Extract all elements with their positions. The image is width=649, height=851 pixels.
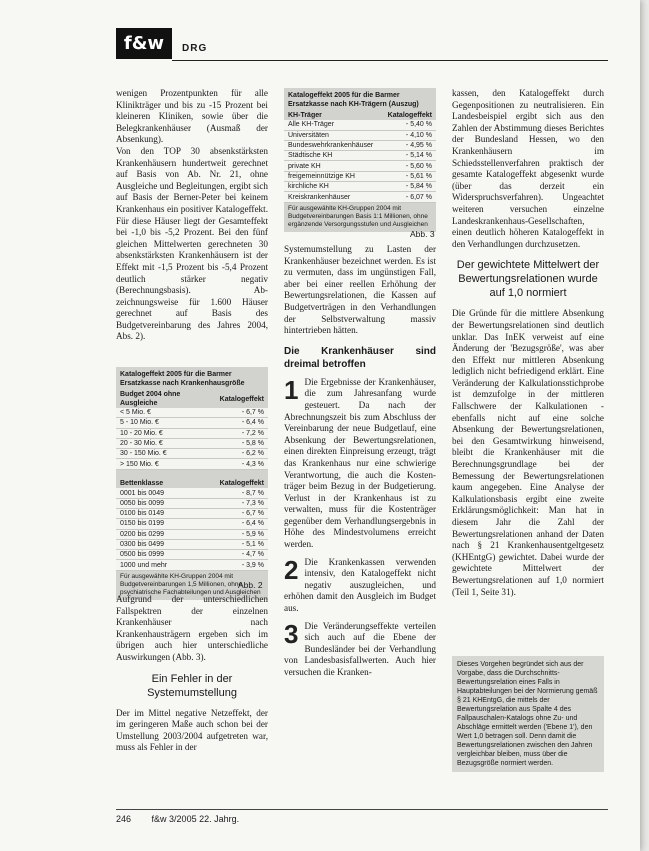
cell: - 6,07 % [381,192,436,202]
table-header: Katalogeffekt [219,480,264,488]
cell: freigemeinnützige KH [284,171,381,181]
text-column-1 [116,88,268,343]
cell: 30 - 150 Mio. € [116,449,216,459]
numbered-item [284,554,436,615]
table-box-carrier [284,88,436,232]
subheading: Ein Fehler in der Systemumstellung [147,672,237,699]
cell: - 6,4 % [216,519,268,529]
cell: 1000 und mehr [116,560,216,570]
paragraph: Die Krankenkassen verwenden intensiv, den Katalogeffekt nicht negativ auszugleichen, und erhöhen damit den Ausgleich im Budget aus. [284,556,436,614]
cell: 0500 bis 0999 [116,550,216,560]
cell: - 7,3 % [216,498,268,508]
page-number: 246 [116,814,132,824]
page-footer [116,814,257,824]
cell: - 5,60 % [381,161,436,171]
cell: 0150 bis 0199 [116,519,216,529]
figure-label: Abb. 3 [410,229,435,239]
cell: - 5,84 % [381,182,436,192]
cell: Städtische KH [284,151,381,161]
cell: - 5,1 % [216,539,268,549]
cell: - 4,10 % [381,130,436,140]
table-box-size [116,367,268,600]
paragraph: Die Gründe für die mittlere Absenkung der Bewertungsrelationen sind deutlich unklar. Das InEK verweist auf eine Änderung der 'Bezugsgröße', was aber den Effekt nur mittleren Absenkung lediglich nicht befriedigend erklärt. Eine Veränderung der Kalkulationsstichprobe ist demzufolge in der mittleren Fallschwere der Kalkulationen - ebenfalls nicht auf eine solche Absenkung der Bewertungsrelationen, bei den Gesamtwirkung hinweisend, bleibt die Krankenhäuser mit die Berechnungsgrundlage bei der Bemessung der Bewertungsrelationen kaum angegeben. Eine Analyse der Kalkulationsbasis ergibt eine zweite Erklärungsmöglichkeit: Man hat in diesem Jahr die Zahl der Bewertungsrelationen anhand der Daten nach § 21 Krankenhausentgeltgesetz (KHEntgG) gewichtet. Dabei wurde der gewichtete Mittelwert der Bewertungsrelationen auf 1,0 normiert (Teil 1, Seite 31). [452,308,604,597]
item-number: 3 [284,618,299,649]
subheading: Die Krankenhäuser sind dreimal betroffen [284,345,436,370]
paragraph: kassen, den Katalogeffekt durch Gegenpositionen zu neutralisieren. Ein Landesbeispiel ergibt sich aus den Zahlen der Abstimmung dieses Berichtes der Bundesland Hessen, wo den Krankenhäusern im Schiedsstellenverfahren praktisch der gesamte Katalogeffekt abgesenkt wurde (über das derzeit ein Widerspruchsverfahren). Ungeachtet weiteren versuchen einzelne Landeskrankenhaus-Gesellschaften, einen deutlich höheren Katalogeffekt in den Verhandlungen durchzusetzen. [452,88,604,249]
paragraph: Systemumstellung zu Lasten der Krankenhäuser bezeichnet werden. Es ist zu vermuten, dass im ungünstigen Fall, aber bei einer reellen Erhöhung der Bewertungsrelationen, die Kassen auf Budgetverträgen in den Verhandlungen der Selbstverwaltung massiv hintertrieben hätten. [284,244,436,336]
text-column-2 [284,244,436,679]
cell: 5 - 10 Mio. € [116,418,216,428]
cell: Alle KH-Träger [284,120,381,130]
magazine-logo: f&w [116,28,172,59]
cell: - 5,40 % [381,120,436,130]
numbered-item [284,618,436,679]
cell: 10 - 20 Mio. € [116,428,216,438]
cell: - 4,3 % [216,459,268,469]
item-number: 2 [284,554,299,585]
cell: 20 - 30 Mio. € [116,438,216,448]
section-label: DRG [182,43,208,54]
table-header: Katalogeffekt [387,112,432,120]
cell: kirchliche KH [284,182,381,192]
cell: - 5,61 % [381,171,436,181]
table-header: Bettenklasse [120,480,164,488]
footer-rule [116,809,608,810]
cell: - 6,7 % [216,408,268,418]
item-number: 1 [284,374,299,405]
numbered-item [284,374,436,551]
cell: 0001 bis 0049 [116,488,216,498]
cell: - 6,4 % [216,418,268,428]
figure-label: Abb. 2 [238,580,263,590]
cell: > 150 Mio. € [116,459,216,469]
carrier-table [284,111,436,203]
cell: - 4,95 % [381,140,436,150]
issue-label: f&w 3/2005 22. Jahrg. [151,814,240,824]
paragraph: Die Ergebnisse der Krankenhäuser, die zum Jahresanfang wurde gesteuert. Da nach der Abrechnungszeit bis zum Abschluss der Vereinbarung der neue Budgetlauf, eine Absenkung der Bewertungsrelationen, einen direkten Einpreisung erzeugt, trägt das Krankenhaus nur eine schwierige Verantwortung, die auch die Kosten- träger beim Bezug in der Budgetierung. Verlust in der Krankenhaus ist zu verwalten, muss für die Kostenträger gegenüber dem Verhandlungsergebnis in Höhe des Mindestvolumens erreicht werden. [284,376,436,550]
table-note: Für ausgewählte KH-Gruppen 2004 mit Budgetvereinbarungen Basis 1:1 Millionen, ohne ergänzende Versorgungsstufen und Ausgleichen [288,204,428,228]
text-column-3 [452,88,604,598]
subheading: Der gewichtete Mittelwert der Bewertungsrelationen wurde auf 1,0 normiert [456,259,600,300]
header-rule [172,60,608,61]
size-table [116,390,268,571]
text-column-1-lower [116,594,268,754]
cell: 0050 bis 0099 [116,498,216,508]
paragraph: Die Veränderungseffekte verteilen sich auch auf die Ebene der Bundesländer bei der Verhandlung von Landesbasisfallwerten. Auch hier versuchen die Kranken- [284,620,436,677]
cell: - 6,7 % [216,508,268,518]
table-title: Katalogeffekt 2005 für die Barmer Ersatzkasse nach Krankenhausgröße [120,371,245,387]
cell: private KH [284,161,381,171]
cell: - 6,2 % [216,449,268,459]
footnote-box: Dieses Vorgehen begründet sich aus der Vorgabe, dass die Durchschnitts-Bewertungsrelation eines Falls in Hauptabteilungen bei der Normierung gemäß § 21 KHEntgG, die mittels der Bewertungsrelation aus Spalte 4 des Fallpauschalen-Katalogs ohne Zu- und Abschläge ermittelt werden ('Ebene 1'), den Wert 1,0 betragen soll. Denn damit die Bewertungsrelationen zwischen den Jahren vergleichbar bleiben, muss über die Bezugsgröße normiert werden. [452,656,604,772]
cell: Bundeswehrkrankenhäuser [284,140,381,150]
cell: - 3,9 % [216,560,268,570]
table-header: Katalogeffekt [219,395,264,403]
paragraph: Aufgrund der unterschiedlichen Fallspektren der einzelnen Krankenhäuser nach Krankenhausträgern ergeben sich im übrigen auch hier unterschiedliche Auswirkungen (Abb. 3). [116,594,268,662]
cell: - 5,9 % [216,529,268,539]
paragraph: wenigen Prozentpunkten für alle Klinikträger und bis zu -15 Prozent bei kleineren Kliniken, sowie über die Belegkrankenhäuser (Ausmaß der Absenkung). [116,88,268,145]
cell: < 5 Mio. € [116,408,216,418]
cell: 0200 bis 0299 [116,529,216,539]
table-title: Katalogeffekt 2005 für die Barmer Ersatzkasse nach KH-Trägern (Auszug) [288,92,419,108]
table-header: KH-Träger [288,112,322,120]
paragraph: Von den TOP 30 absenkstärksten Krankenhäusern hundertweit gerechnet auf Basis von Ab. Nr. 21, ohne Ausgleiche und Begleitungen, ergibt sich auf Basis der Berner-Peter bei keinem Krankenhaus ein positiver Katalogeffekt. Für diese Häuser liegt der Gesamteffekt bei -1,0 bis -5,2 Prozent. Bei den fünf gleichen Mittelwerten gerechneten 30 absenkstärksten Krankenhäusern ist der Effekt mit -1,5 Prozent bis -5,4 Prozent deutlich stärker negativ (Berechnungsbasis). Ab- zeichnungsweise für 1.600 Häuser gerechnet auf Basis des Budgetvereinbarung des Jahres 2004, Abs. 2). [116,145,268,342]
cell: Universitäten [284,130,381,140]
table-header: Budget 2004 ohne Ausgleiche [120,391,181,407]
cell: - 8,7 % [216,488,268,498]
cell: - 5,8 % [216,438,268,448]
cell: 0300 bis 0499 [116,539,216,549]
table-note: Für ausgewählte KH-Gruppen 2004 mit Budgetvereinbarungen 1,5 Millionen, ohne psychiatrische Fachabteilungen und Ausgleichen [120,572,261,596]
cell: Kreiskrankenhäuser [284,192,381,202]
cell: 0100 bis 0149 [116,508,216,518]
cell: - 4,7 % [216,550,268,560]
paragraph: Der im Mittel negative Netzeffekt, der im geringeren Maße auch schon bei der Umstellung 2003/2004 aufgetreten war, muss als Fehler in der [116,707,268,753]
cell: - 5,14 % [381,151,436,161]
cell: - 7,2 % [216,428,268,438]
